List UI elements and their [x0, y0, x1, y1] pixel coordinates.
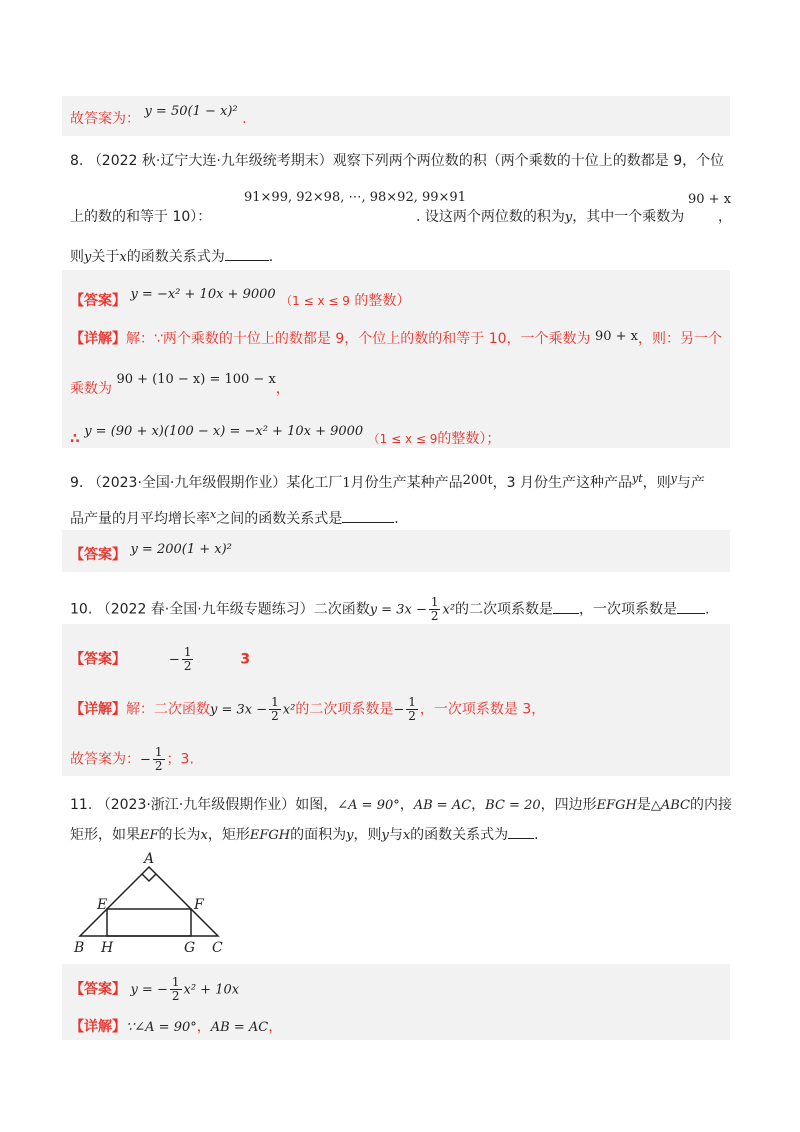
q11-text2b: 的长为 [158, 827, 201, 843]
q11-text2g: 的函数关系式为 [410, 827, 509, 843]
q11-abc: △ABC [650, 798, 690, 813]
q7-answer [70, 104, 247, 128]
q11-text2f: 与 [388, 827, 403, 843]
q8-line2 [70, 206, 211, 226]
q8-var-y: y [564, 210, 573, 225]
q9-text1b: 月份生产某种产品 [350, 475, 463, 491]
q11-answer-tag: 【答案】 [70, 981, 126, 998]
q8-detail-line3 [70, 424, 501, 448]
q9-text2b: 之间的函数关系式是 [216, 511, 343, 527]
q11-answer [70, 976, 239, 1003]
q8-detail-line1b: ，则：另一个 [638, 331, 723, 347]
q10-detail-tag: 【详解】 [70, 701, 126, 718]
q11-line2 [70, 824, 539, 844]
q11-text1d: ，四边形 [540, 797, 597, 813]
q11-answer-b: x² + 10x [183, 982, 240, 998]
q8-text3c: 的函数关系式为 [126, 249, 225, 265]
label-h: H [101, 940, 114, 956]
q8-detail-line3-math: y = (90 + x)(100 − x) = −x² + 10x + 9000 [84, 424, 364, 439]
q10-detail-b: 的二次项系数是 [295, 701, 394, 718]
q8-detail-line3-cond: （1 ≤ x ≤ 9 [367, 432, 438, 446]
q10-text1a: 二次函数 [313, 601, 370, 618]
q8-detail-line2-math: 90 + (10 − x) = 100 − x [116, 372, 276, 387]
q8-answer [70, 287, 411, 310]
q10-answer1-frac: $\frac{1}{2}$ [183, 645, 192, 673]
q8-text1: 观察下列两个两位数的积（两个乘数的十位上的数都是 9，个位 [332, 153, 725, 169]
q8-detail-line3-end: 的整数）； [437, 431, 501, 447]
q8-detail-line2-end: ， [275, 381, 290, 397]
q9-text1d: ，则 [642, 475, 671, 491]
q10-func-a: y = 3x − [369, 602, 427, 618]
q9-answer-tag: 【答案】 [70, 547, 126, 563]
q11-detail-tag: 【详解】 [70, 1019, 126, 1035]
q10-blank1 [553, 601, 579, 614]
q10-detail-frac: $\frac{1}{2}$ [271, 695, 279, 723]
q9-source: （2023·全国·九年级假期作业） [87, 475, 287, 491]
q9-line1 [70, 472, 705, 492]
q11-text1b: ， [399, 797, 414, 813]
q9-x: x [210, 508, 217, 521]
q8-text3a: 则 [70, 249, 84, 265]
label-a: A [144, 851, 155, 867]
q7-answer-end: . [242, 111, 247, 127]
q8-line3 [70, 246, 273, 266]
q8-detail-line1a: 解：∵两个乘数的十位上的数都是 9，个位上的数的和等于 10，一个乘数为 [126, 331, 591, 347]
q11-efgh: EFGH [596, 798, 637, 813]
q7-answer-math: y = 50(1 − x)² [144, 104, 238, 119]
q10-text1b: 的二次项系数是 [455, 601, 554, 618]
q10-blank2 [677, 601, 705, 614]
q8-var-y2: y [84, 250, 92, 265]
q10-final-end: ；3. [166, 751, 194, 768]
label-g: G [184, 940, 196, 956]
q9-qty: 200t [462, 473, 493, 488]
q8-detail-line2a: 乘数为 [70, 381, 112, 397]
q10-final-prefix: 故答案为： [70, 751, 140, 768]
q8-detail-line1 [70, 328, 722, 348]
q10-detail-func-b: x² [282, 702, 296, 718]
q8-text2b: . 设这两个两位数的积为 [416, 209, 565, 225]
q10-answer [70, 646, 250, 673]
q8-detail-tag: 【详解】 [70, 331, 126, 347]
q11-text1e: 是 [636, 797, 651, 813]
q9-text1c: ，3 月份生产这种产品 [492, 475, 633, 491]
q8-mult-expr: 90 + x [688, 192, 732, 207]
q11-x2: x [402, 828, 411, 843]
q8-detail-mult: 90 + x [594, 329, 639, 344]
q9-text2c: . [394, 511, 399, 527]
q8-line1 [70, 150, 724, 170]
q11-detail-b: ， [196, 1019, 211, 1035]
q11-ab: AB = AC [413, 798, 472, 813]
q9-text2a: 品产量的月平均增长率 [70, 511, 210, 527]
q8-answer-cond: （1 ≤ x ≤ 9 [280, 294, 350, 308]
q11-efgh2: EFGH [249, 828, 291, 843]
q11-number: 11. [70, 797, 93, 813]
q8-answer-math: y = −x² + 10x + 9000 [130, 287, 276, 302]
q10-detail-frac2: $\frac{1}{2}$ [408, 695, 416, 723]
label-b: B [74, 940, 85, 956]
q11-detail-a: ∵∠A = 90° [126, 1020, 197, 1035]
q7-answer-prefix: 故答案为： [70, 111, 140, 127]
q8-line2b [416, 206, 684, 226]
q11-bc: BC = 20 [485, 798, 541, 813]
q11-text2c: ，矩形 [207, 827, 250, 843]
q10-detail-c: ，一次项系数是 3， [419, 701, 546, 718]
q11-text1f: 的内接 [690, 797, 732, 813]
q11-detail-c: AB = AC [210, 1020, 269, 1035]
q11-line1 [70, 794, 732, 814]
q8-number: 8. [70, 153, 84, 169]
q10-answer2: 3 [240, 651, 251, 668]
q8-answer-tag: 【答案】 [70, 293, 126, 309]
q10-final-frac: $\frac{1}{2}$ [154, 745, 163, 773]
q11-x: x [200, 828, 208, 843]
q11-text2d: 的面积为 [290, 827, 347, 843]
q9-answer-math: y = 200(1 + x)² [130, 542, 232, 557]
q9-number: 9. [70, 475, 84, 491]
q9-answer [70, 544, 232, 564]
q8-comma: ， [718, 209, 732, 225]
q11-text2h: . [534, 827, 539, 843]
q10-detail [70, 696, 545, 723]
q11-triangle-figure [70, 848, 230, 958]
q10-answer-tag: 【答案】 [70, 651, 126, 668]
q11-angle: ∠A = 90° [337, 798, 400, 813]
q10-text1c: ，一次项系数是 [579, 601, 678, 618]
label-f: F [194, 897, 204, 913]
q8-blank [225, 248, 269, 261]
q11-blank [508, 826, 534, 839]
q10-func-b: x² [442, 602, 456, 618]
q8-detail-therefore: ∴ [70, 431, 80, 447]
q11-text2a: 矩形，如果 [70, 827, 140, 843]
q11-answer-a: y = − [130, 982, 168, 998]
q11-source: （2023·浙江·九年级假期作业） [96, 797, 296, 813]
q8-formula: 91×99, 92×98, ⋯, 98×92, 99×91 [244, 190, 466, 205]
q8-var-x: x [119, 250, 127, 265]
q10-final-neg: − [140, 752, 151, 768]
q8-text2a: 上的数的和等于 10）： [70, 209, 212, 225]
q11-answer-frac: $\frac{1}{2}$ [171, 975, 180, 1003]
rect-efgh [107, 909, 191, 936]
q11-detail-d: ， [268, 1019, 283, 1035]
q9-yt: yt [632, 472, 643, 485]
q9-y: y [670, 472, 677, 485]
label-e: E [97, 897, 108, 913]
q11-y: y [346, 828, 354, 843]
q9-blank [342, 510, 394, 523]
q11-ef: EF [140, 828, 159, 843]
q10-number: 10. [70, 601, 93, 618]
q8-text3d: . [268, 249, 274, 265]
q10-line1 [70, 596, 709, 623]
q9-text1e: 与产 [676, 475, 705, 491]
q10-frac: $\frac{1}{2}$ [430, 595, 439, 623]
q10-detail-a: 解：二次函数 [126, 701, 210, 718]
q11-y2: y [381, 828, 389, 843]
label-c: C [212, 940, 223, 956]
q11-text1c: ， [471, 797, 486, 813]
q10-text1d: . [705, 601, 710, 618]
q10-final [70, 746, 194, 773]
q10-detail-func-a: y = 3x − [210, 702, 268, 718]
q8-text2c: ，其中一个乘数为 [572, 209, 685, 225]
q9-line2 [70, 508, 399, 528]
q8-answer-cond-end: 的整数） [354, 293, 411, 309]
q11-detail [70, 1016, 282, 1036]
q8-source: （2022 秋·辽宁大连·九年级统考期末） [87, 153, 333, 169]
q8-detail-line2 [70, 372, 290, 398]
q10-source: （2022 春·全国·九年级专题练习） [96, 601, 314, 618]
q10-detail-neg: − [393, 702, 405, 718]
q10-answer1-sign: − [168, 652, 180, 668]
q11-text2e: ，则 [353, 827, 382, 843]
q9-text1a: 某化工厂 [286, 475, 343, 491]
q9-month: 1 [342, 476, 351, 491]
q8-text3b: 关于 [91, 249, 120, 265]
right-angle-mark [142, 874, 156, 881]
q11-text1a: 如图， [295, 797, 338, 813]
